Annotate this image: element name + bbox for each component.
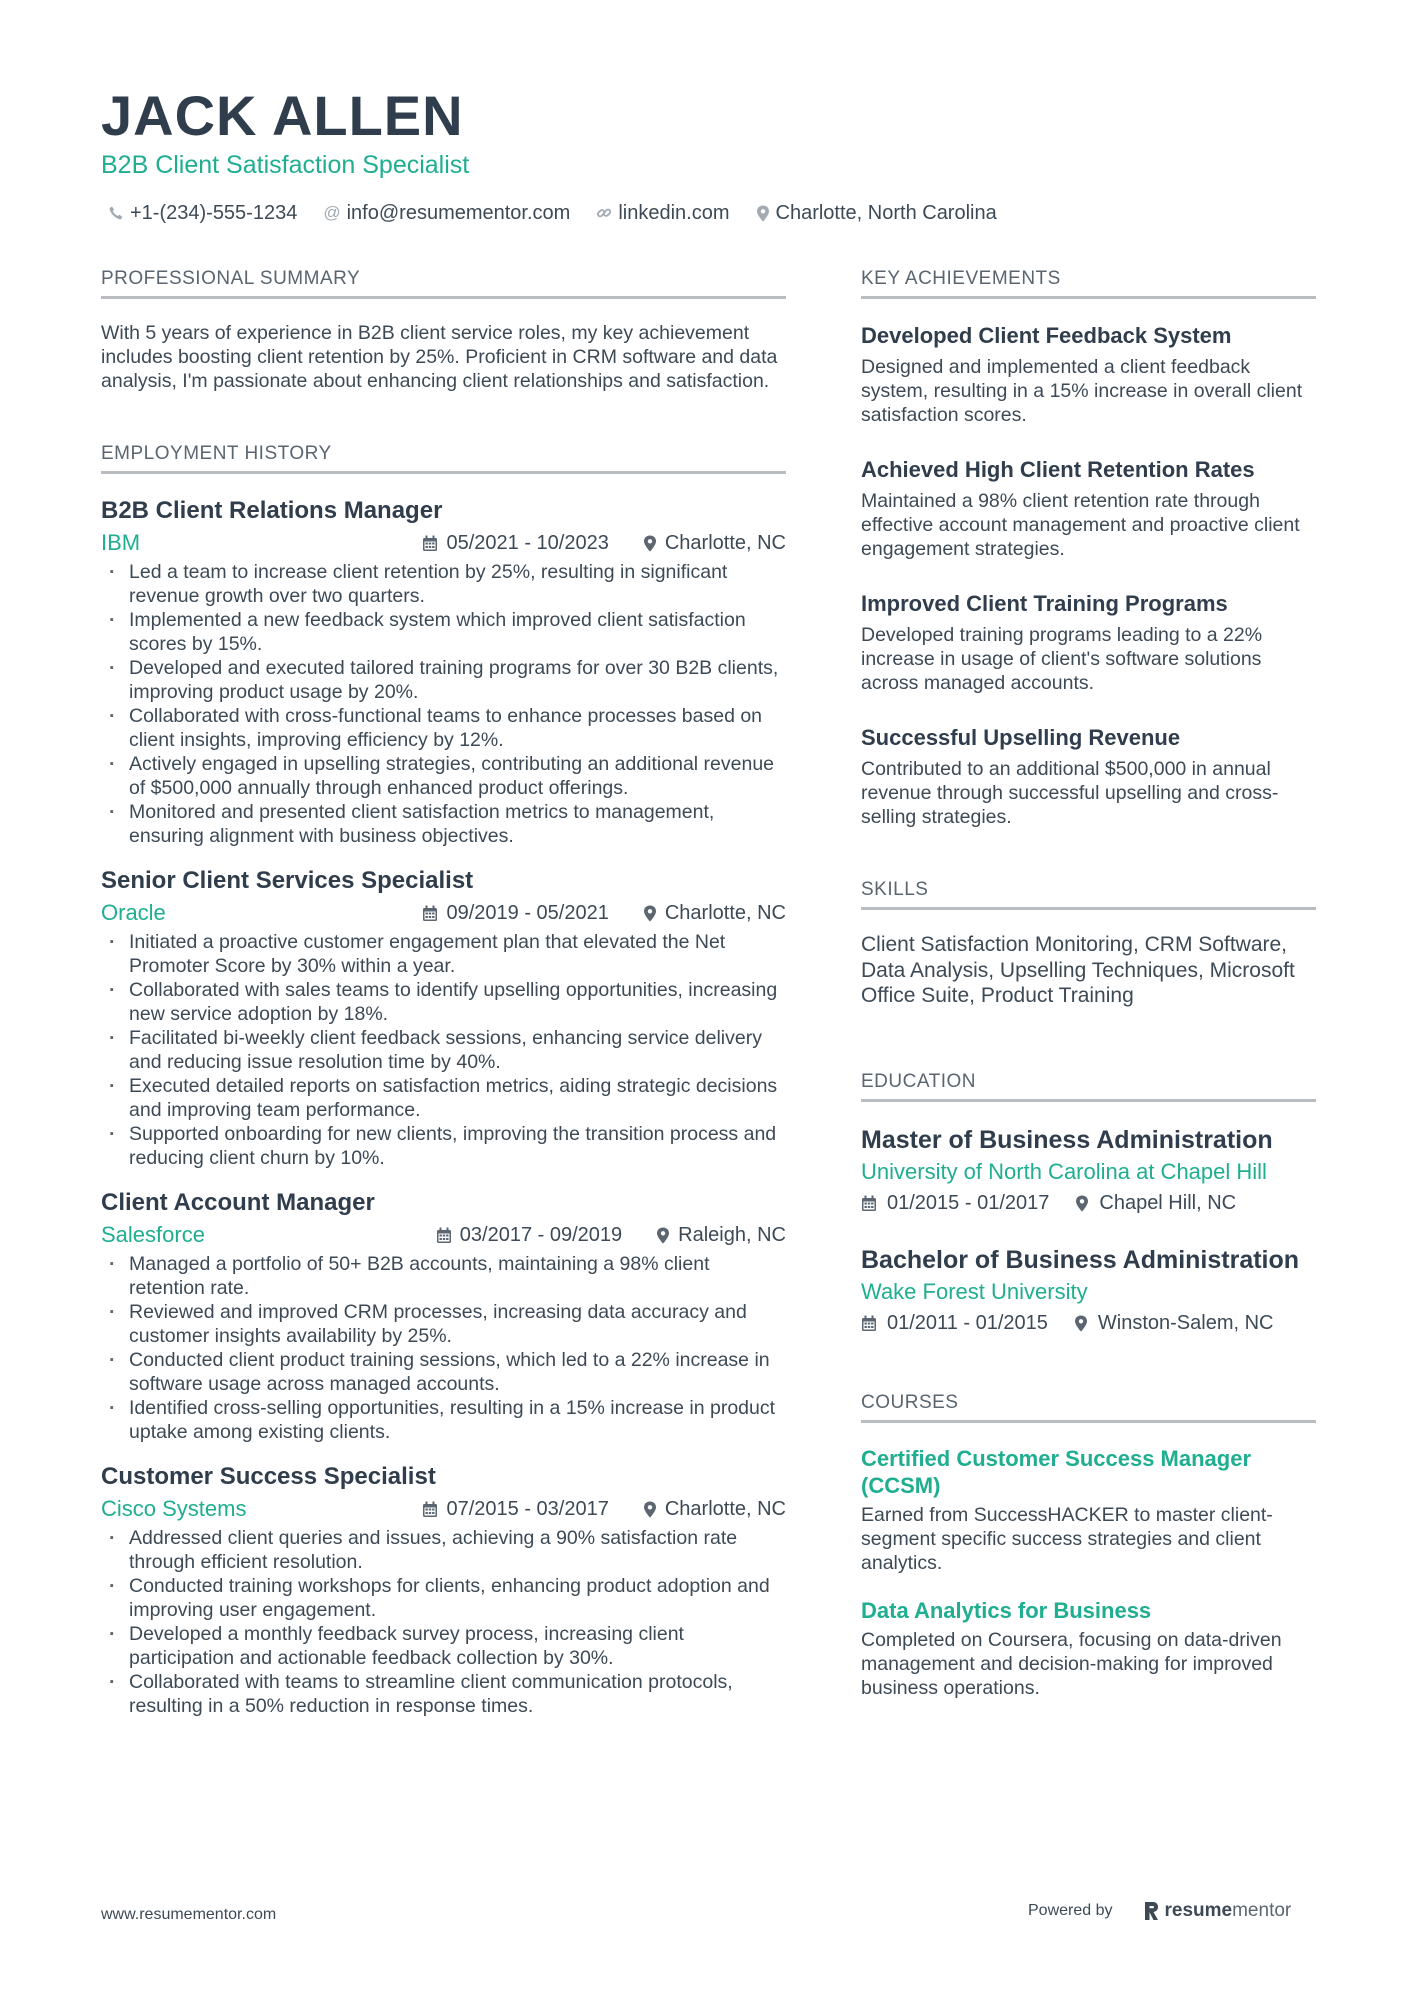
job-bullet: · Collaborated with cross-functional teams to enhance processes based on client insights, improving efficiency by 12%.	[101, 704, 786, 752]
employment-heading: EMPLOYMENT HISTORY	[101, 443, 786, 474]
footer-brand	[1028, 1900, 1291, 1922]
contact-location	[756, 202, 997, 225]
job-bullet: · Supported onboarding for new clients, improving the transition process and reducing client churn by 10%.	[101, 1122, 786, 1170]
education-item	[861, 1124, 1316, 1220]
education-dates: 01/2011 - 01/2015	[887, 1312, 1048, 1334]
brand-part2: mentor	[1232, 1900, 1292, 1921]
company-name: Cisco Systems	[101, 1496, 247, 1521]
linkedin-text[interactable]: linkedin.com	[618, 201, 730, 224]
calendar-icon	[436, 1227, 452, 1244]
powered-by-text: Powered by	[1028, 1902, 1113, 1919]
education-location: Winston-Salem, NC	[1097, 1312, 1274, 1334]
education-meta	[861, 1308, 1316, 1340]
job-bullet: · Conducted training workshops for clients, enhancing product adoption and improving user engagement.	[101, 1574, 786, 1622]
job-entry	[101, 1462, 786, 1718]
contact-phone	[108, 202, 297, 225]
job-meta	[101, 1492, 786, 1526]
job-bullet: · Collaborated with sales teams to identify upselling opportunities, increasing new service adoption by 18%.	[101, 978, 786, 1026]
achievement-item	[861, 589, 1316, 695]
achievement-item	[861, 455, 1316, 561]
achievement-title: Achieved High Client Retention Rates	[861, 457, 1255, 482]
job-meta	[101, 1218, 786, 1252]
job-location: Raleigh, NC	[678, 1223, 786, 1246]
job-bullet: · Actively engaged in upselling strategies, contributing an additional revenue of $500,000 annually through enhanced product offerings.	[101, 752, 786, 800]
map-pin-icon	[656, 1227, 670, 1244]
job-location: Charlotte, NC	[664, 1497, 786, 1520]
job-title: B2B Client Relations Manager	[101, 497, 443, 524]
email-text[interactable]: info@resumementor.com	[346, 201, 571, 224]
achievement-title: Successful Upselling Revenue	[861, 725, 1181, 750]
candidate-title: B2B Client Satisfaction Specialist	[101, 151, 470, 179]
calendar-icon	[422, 1501, 438, 1518]
degree: Bachelor of Business Administration	[861, 1245, 1300, 1274]
job-bullet: · Led a team to increase client retention by 25%, resulting in significant revenue growth over two quarters.	[101, 560, 786, 608]
course-title: Certified Customer Success Manager (CCSM)	[861, 1445, 1252, 1498]
achievements-heading: KEY ACHIEVEMENTS	[861, 268, 1316, 299]
course-title: Data Analytics for Business	[861, 1597, 1152, 1623]
contact-email[interactable]	[323, 202, 570, 225]
job-meta	[101, 526, 786, 560]
job-dates-location	[422, 902, 786, 925]
job-entry	[101, 866, 786, 1170]
education-location: Chapel Hill, NC	[1099, 1192, 1237, 1214]
course-desc: Earned from SuccessHACKER to master client-segment specific success strategies and client analytics.	[861, 1503, 1273, 1574]
map-pin-icon	[756, 205, 770, 222]
job-bullet: · Monitored and presented client satisfaction metrics to management, ensuring alignment with business objectives.	[101, 800, 786, 848]
achievement-item	[861, 321, 1316, 427]
achievement-title: Improved Client Training Programs	[861, 591, 1228, 616]
job-entry	[101, 496, 786, 848]
job-title: Client Account Manager	[101, 1189, 375, 1216]
candidate-name: JACK ALLEN	[101, 84, 464, 147]
skills-heading: SKILLS	[861, 879, 1316, 910]
achievement-desc: Maintained a 98% client retention rate through effective account management and proactive client engagement strategies.	[861, 490, 1300, 560]
phone-icon	[108, 205, 124, 221]
job-bullet: · Managed a portfolio of 50+ B2B accounts, maintaining a 98% client retention rate.	[101, 1252, 786, 1300]
brand-part1: resume	[1164, 1900, 1233, 1921]
left-column	[101, 268, 786, 1736]
achievement-title: Developed Client Feedback System	[861, 323, 1232, 348]
education-item	[861, 1244, 1316, 1340]
job-bullet: · Implemented a new feedback system which improved client satisfaction scores by 15%.	[101, 608, 786, 656]
map-pin-icon	[643, 1501, 657, 1518]
map-pin-icon	[643, 905, 657, 922]
education-meta	[861, 1188, 1316, 1220]
school: University of North Carolina at Chapel Hill	[861, 1158, 1267, 1184]
calendar-icon	[861, 1315, 877, 1332]
link-icon	[596, 205, 612, 221]
job-dates: 09/2019 - 05/2021	[446, 901, 609, 924]
job-bullet: · Collaborated with teams to streamline client communication protocols, resulting in a 50% reduction in response times.	[101, 1670, 786, 1718]
job-bullet: · Executed detailed reports on satisfaction metrics, aiding strategic decisions and improving team performance.	[101, 1074, 786, 1122]
course-item	[861, 1445, 1316, 1575]
map-pin-icon	[1075, 1195, 1089, 1212]
summary-text: With 5 years of experience in B2B client service roles, my key achievement includes boosting client retention by 25%. Proficient in CRM software and data analysis, I'm passionate about enhancing client relationships and satisfaction.	[101, 322, 778, 392]
company-name: Salesforce	[101, 1222, 205, 1247]
education-heading: EDUCATION	[861, 1071, 1316, 1102]
job-dates-location	[422, 532, 786, 555]
job-bullets	[101, 930, 786, 1170]
calendar-icon	[422, 535, 438, 552]
job-bullet: · Reviewed and improved CRM processes, increasing data accuracy and customer insights availability by 25%.	[101, 1300, 786, 1348]
contact-linkedin[interactable]	[596, 202, 729, 225]
achievement-desc: Designed and implemented a client feedback system, resulting in a 15% increase in overall client satisfaction scores.	[861, 356, 1303, 426]
resumementor-mark-icon	[1143, 1901, 1159, 1921]
location-text: Charlotte, North Carolina	[775, 201, 997, 224]
job-title: Senior Client Services Specialist	[101, 867, 474, 894]
at-icon: @	[323, 203, 341, 222]
job-entry	[101, 1188, 786, 1444]
education-dates: 01/2015 - 01/2017	[887, 1192, 1050, 1214]
right-column	[861, 268, 1316, 1722]
job-bullet: · Identified cross-selling opportunities, resulting in a 15% increase in product uptake among existing clients.	[101, 1396, 786, 1444]
job-bullet: · Developed and executed tailored training programs for over 30 B2B clients, improving product usage by 20%.	[101, 656, 786, 704]
skills-text: Client Satisfaction Monitoring, CRM Software, Data Analysis, Upselling Techniques, Microsoft Office Suite, Product Training	[861, 933, 1295, 1007]
job-bullet: · Developed a monthly feedback survey process, increasing client participation and actionable feedback collection by 30%.	[101, 1622, 786, 1670]
job-bullet: · Facilitated bi-weekly client feedback sessions, enhancing service delivery and reducing issue resolution time by 40%.	[101, 1026, 786, 1074]
job-dates: 07/2015 - 03/2017	[446, 1497, 609, 1520]
job-bullets	[101, 560, 786, 848]
job-dates: 05/2021 - 10/2023	[446, 531, 609, 554]
map-pin-icon	[643, 535, 657, 552]
company-name: Oracle	[101, 900, 166, 925]
contact-bar	[108, 198, 1023, 228]
map-pin-icon	[1074, 1315, 1088, 1332]
school: Wake Forest University	[861, 1278, 1088, 1304]
degree: Master of Business Administration	[861, 1125, 1273, 1154]
job-bullet: · Initiated a proactive customer engagement plan that elevated the Net Promoter Score by 30% within a year.	[101, 930, 786, 978]
job-title: Customer Success Specialist	[101, 1463, 436, 1490]
course-item	[861, 1597, 1316, 1700]
job-location: Charlotte, NC	[664, 531, 786, 554]
job-dates-location	[422, 1498, 786, 1521]
calendar-icon	[422, 905, 438, 922]
achievement-desc: Contributed to an additional $500,000 in annual revenue through successful upselling and cross-selling strategies.	[861, 758, 1279, 828]
job-dates: 03/2017 - 09/2019	[459, 1223, 623, 1246]
job-meta	[101, 896, 786, 930]
job-location: Charlotte, NC	[664, 901, 786, 924]
phone-text: +1-(234)-555-1234	[130, 201, 298, 224]
calendar-icon	[861, 1195, 877, 1212]
achievement-desc: Developed training programs leading to a 22% increase in usage of client's software solutions across managed accounts.	[861, 624, 1263, 694]
courses-heading: COURSES	[861, 1392, 1316, 1423]
achievement-item	[861, 723, 1316, 829]
job-bullets	[101, 1526, 786, 1718]
job-dates-location	[436, 1224, 786, 1247]
course-desc: Completed on Coursera, focusing on data-driven management and decision-making for improved business operations.	[861, 1628, 1282, 1699]
resumementor-logo[interactable]	[1143, 1900, 1292, 1922]
job-bullets	[101, 1252, 786, 1444]
job-bullet: · Conducted client product training sessions, which led to a 22% increase in software usage across managed accounts.	[101, 1348, 786, 1396]
company-name: IBM	[101, 530, 141, 555]
footer-url[interactable]: www.resumementor.com	[101, 1906, 277, 1923]
summary-heading: PROFESSIONAL SUMMARY	[101, 268, 786, 299]
job-bullet: · Addressed client queries and issues, achieving a 90% satisfaction rate through efficient resolution.	[101, 1526, 786, 1574]
